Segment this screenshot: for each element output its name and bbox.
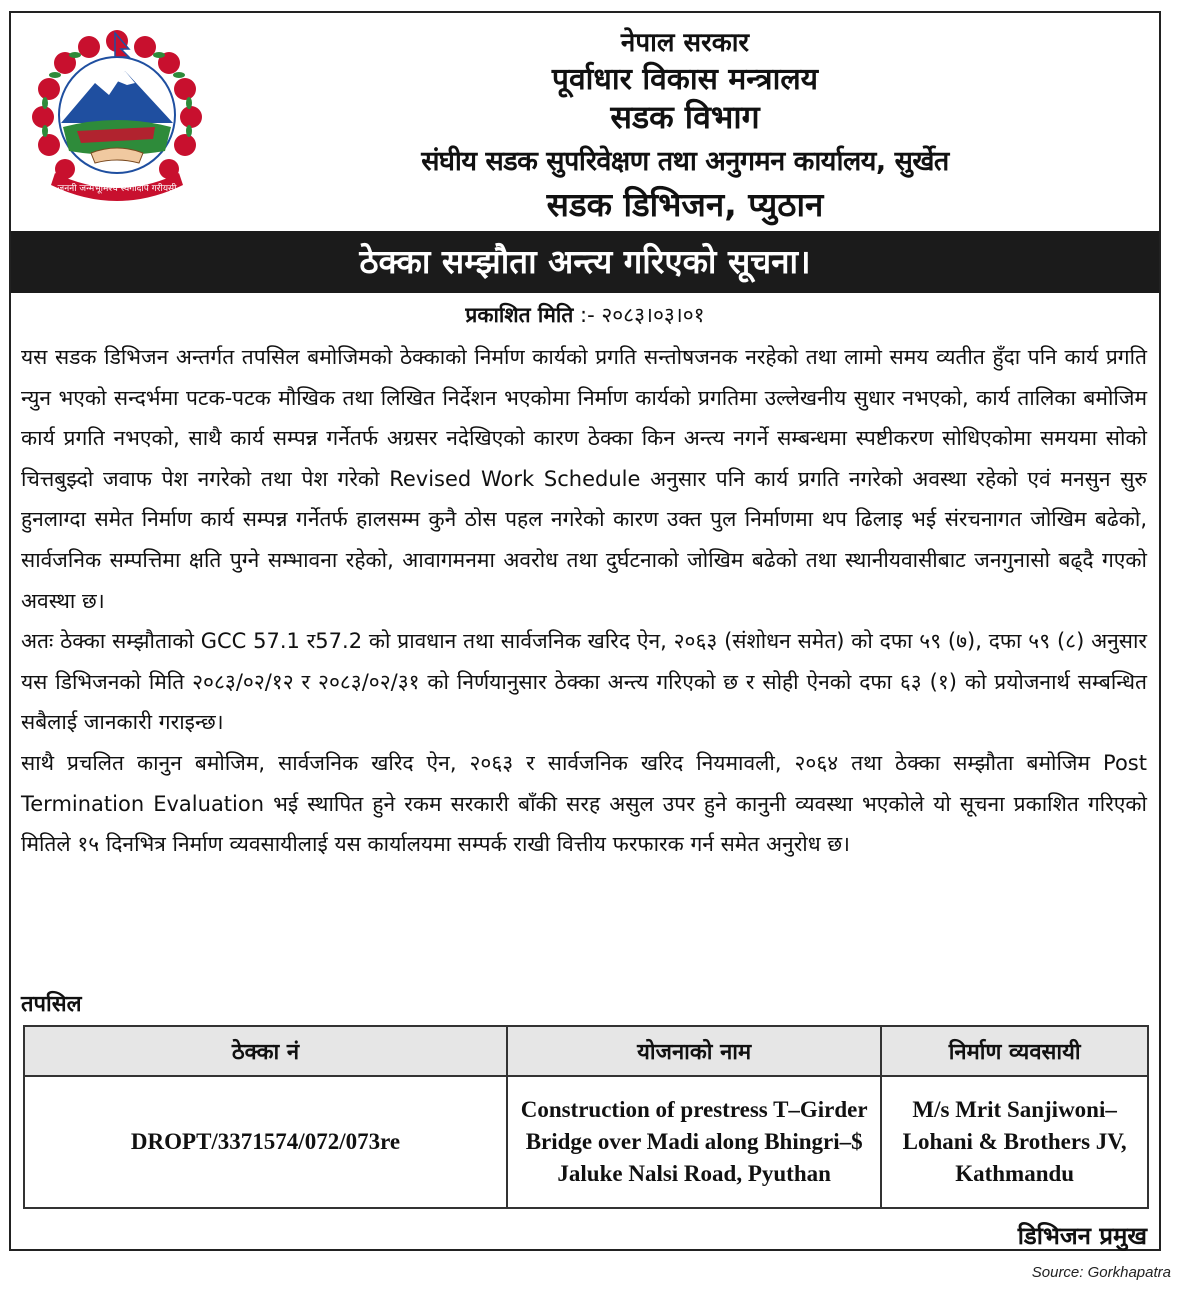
nepal-government-emblem-icon	[29, 27, 205, 203]
body-paragraph: साथै प्रचलित कानुन बमोजिम, सार्वजनिक खरिद ऐन, २०६३ र सार्वजनिक खरिद नियमावली, २०६४ तथा ठेक्का सम्झौता बमोजिम Post Termination Evaluation भई स्थापित हुने रकम सरकारी बाँकी सरह असुल उपर हुने कानुनी व्यवस्था भएकोले यो सूचना प्रकाशित गरिएको मितिले १५ दिनभित्र निर्माण व्यवसायीलाई यस कार्यालयमा सम्पर्क राखी वित्तीय फरफारक गर्न समेत अनुरोध छ।	[21, 750, 1147, 857]
notice-header	[11, 13, 1159, 231]
notice-body	[21, 337, 1147, 865]
division-name: सडक डिभिजन, प्युठान	[546, 185, 824, 224]
schedule-table	[23, 1025, 1149, 1209]
body-paragraph: यस सडक डिभिजन अन्तर्गत तपसिल बमोजिमको ठेक्काको निर्माण कार्यको प्रगति सन्तोषजनक नरहेको तथा लामो समय व्यतीत हुँदा पनि कार्य प्रगति न्युन भएको सन्दर्भमा पटक-पटक मौखिक तथा लिखित निर्देशन भएकोमा निर्माण कार्यको प्रगतिमा उल्लेखनीय सुधार नभएको, कार्य तालिका बमोजिम कार्य प्रगति नभएको, साथै कार्य सम्पन्न गर्नेतर्फ अग्रसर नदेखिएको कारण ठेक्का किन अन्त्य नगर्ने सम्बन्धमा स्पष्टीकरण सोधिएकोमा समयमा सोको चित्तबुझ्दो जवाफ पेश नगरेको तथा पेश गरेको Revised Work Schedule अनुसार पनि कार्य प्रगति नगरेको अवस्था रहेको एवं मनसुन सुरु हुनलाग्दा समेत निर्माण कार्य सम्पन्न गर्नेतर्फ हालसम्म कुनै ठोस पहल नगरेको कारण उक्त पुल निर्माणमा थप ढिलाइ भई संरचनागत जोखिम बढेको, सार्वजनिक सम्पत्तिमा क्षति पुग्ने सम्भावना रहेको, आवागमनमा अवरोध तथा दुर्घटनाको जोखिम बढेको तथा स्थानीयवासीबाट जनगुनासो बढ्दै गएको अवस्था छ।	[21, 345, 1147, 613]
office-name: संघीय सडक सुपरिवेक्षण तथा अनुगमन कार्यालय, सुर्खेत	[421, 146, 949, 177]
cell-contract-no: DROPT/3371574/072/073re	[24, 1076, 507, 1208]
notice-title-banner: ठेक्का सम्झौता अन्त्य गरिएको सूचना।	[11, 231, 1159, 293]
department-name: सडक विभाग	[610, 98, 760, 136]
cell-contractor: M/s Mrit Sanjiwoni–Lohani & Brothers JV, Kathmandu	[881, 1076, 1148, 1208]
signatory-title: डिभिजन प्रमुख	[1017, 1222, 1147, 1250]
notice-card	[9, 11, 1161, 1251]
body-paragraph: अतः ठेक्का सम्झौताको GCC 57.1 र57.2 को प्रावधान तथा सार्वजनिक खरिद ऐन, २०६३ (संशोधन समेत) को दफा ५९ (७), दफा ५९ (८) अनुसार यस डिभिजनको मिति २०८३/०२/१२ र २०८३/०२/३१ को निर्णयानुसार ठेक्का अन्त्य गरिएको छ र सोही ऐनको दफा ६३ (१) को प्रयोजनार्थ सम्बन्धित सबैलाई जानकारी गराइन्छ।	[21, 629, 1147, 735]
published-date-label: प्रकाशित मिति	[465, 303, 574, 327]
schedule-heading: तपसिल	[21, 992, 82, 1017]
column-header-project-name: योजनाको नाम	[507, 1026, 881, 1076]
column-header-contract-no: ठेक्का नं	[24, 1026, 507, 1076]
cell-project-name: Construction of prestress T–Girder Bridge over Madi along Bhingri–$ Jaluke Nalsi Road, Pyuthan	[507, 1076, 881, 1208]
published-date-value: २०८३।०३।०१	[601, 303, 705, 327]
table-row	[24, 1076, 1148, 1208]
emblem-ribbon-text: जननी जन्मभूमिश्च स्वर्गादपि गरीयसी	[57, 184, 177, 194]
source-credit: Source: Gorkhapatra	[1031, 1264, 1171, 1281]
published-date-separator: :-	[573, 303, 602, 327]
column-header-contractor: निर्माण व्यवसायी	[881, 1026, 1148, 1076]
government-name: नेपाल सरकार	[620, 28, 750, 58]
published-date	[11, 301, 1159, 329]
ministry-name: पूर्वाधार विकास मन्त्रालय	[551, 62, 819, 97]
table-header-row	[24, 1026, 1148, 1076]
